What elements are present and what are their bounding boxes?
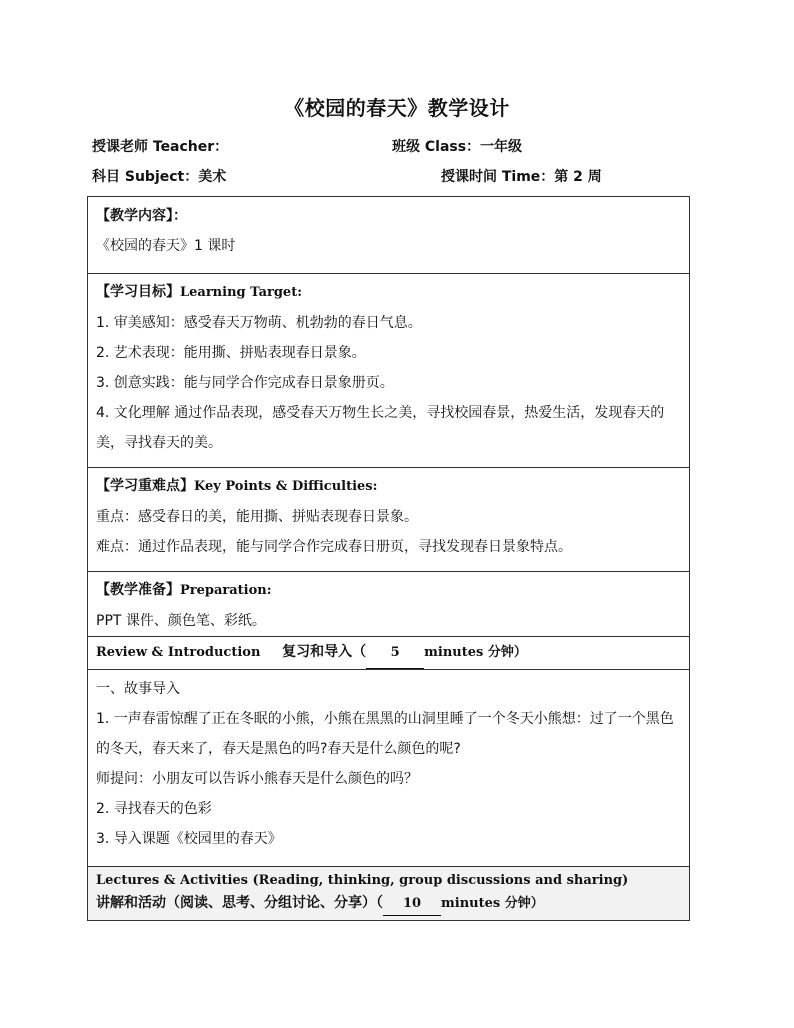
key-points-heading-en: Key Points & Difficulties: [194,479,378,494]
objectives-row [88,274,690,468]
preparation-body: PPT 课件、颜色笔、彩纸。 [96,613,266,629]
content-row [88,197,690,274]
key-points-cell [88,468,690,572]
lectures-label-cn: 讲解和活动（阅读、思考、分组讨论、分享）（ [96,895,383,911]
teacher-label: 授课老师 Teacher： [92,139,229,155]
story-cell [88,670,690,867]
story-heading: 一、故事导入 [96,681,180,697]
review-cell [88,637,690,670]
preparation-row [88,572,690,637]
objectives-heading-en: Learning Target: [180,285,303,300]
preparation-heading-en: Preparation: [180,583,272,598]
review-label-cn: 复习和导入（ [282,644,367,660]
objective-item: 1. 审美感知：感受春天万物萌、机勃勃的春日气息。 [96,315,422,331]
page-title: 《校园的春天》教学设计 [284,96,510,120]
lectures-suffix: minutes 分钟） [441,896,544,911]
review-row [88,637,690,670]
story-item: 3. 导入课题《校园里的春天》 [96,831,282,847]
story-item: 2. 寻找春天的色彩 [96,801,212,817]
story-item: 师提问：小朋友可以告诉小熊春天是什么颜色的吗？ [96,771,418,787]
key-points-heading-cn: 【学习重难点】 [96,478,194,494]
preparation-heading [96,575,681,606]
objectives-cell [88,274,690,468]
key-point-item: 重点：感受春日的美，能用撕、拼贴表现春日景象。 [96,509,418,525]
key-point-item: 难点：通过作品表现，能与同学合作完成春日册页，寻找发现春日景象特点。 [96,539,572,555]
objectives-heading [96,277,681,308]
lectures-cell [88,867,690,921]
lesson-plan-table [87,196,690,921]
review-label-en: Review & Introduction [96,645,261,660]
objectives-heading-cn: 【学习目标】 [96,284,180,300]
content-body: 《校园的春天》1 课时 [96,238,236,254]
lectures-row [88,867,690,921]
objective-item: 3. 创意实践：能与同学合作完成春日景象册页。 [96,375,394,391]
preparation-cell [88,572,690,637]
lectures-minutes: 10 [383,893,441,916]
key-points-heading [96,471,681,502]
key-points-row [88,468,690,572]
review-minutes: 5 [366,638,424,669]
story-row [88,670,690,867]
content-cell [88,197,690,274]
preparation-heading-cn: 【教学准备】 [96,582,180,598]
objective-item: 2. 艺术表现：能用撕、拼贴表现春日景象。 [96,345,366,361]
time-label: 授课时间 Time：第 2 周 [441,169,602,185]
review-suffix: minutes 分钟） [424,645,527,660]
story-item: 1. 一声春雷惊醒了正在冬眠的小熊，小熊在黑黑的山洞里睡了一个冬天小熊想：过了一个黑色的冬天，春天来了，春天是黑色的吗?春天是什么颜色的呢? [96,711,674,757]
objective-item: 4. 文化理解 通过作品表现，感受春天万物生长之美，寻找校园春景，热爱生活，发现春天的美，寻找春天的美。 [96,405,665,451]
class-label: 班级 Class：一年级 [392,139,523,155]
content-heading: 【教学内容】： [96,208,187,224]
subject-label: 科目 Subject：美术 [92,169,227,185]
lectures-label-en: Lectures & Activities (Reading, thinking, group discussions and sharing) [96,873,629,888]
lectures-label-line [96,892,681,916]
